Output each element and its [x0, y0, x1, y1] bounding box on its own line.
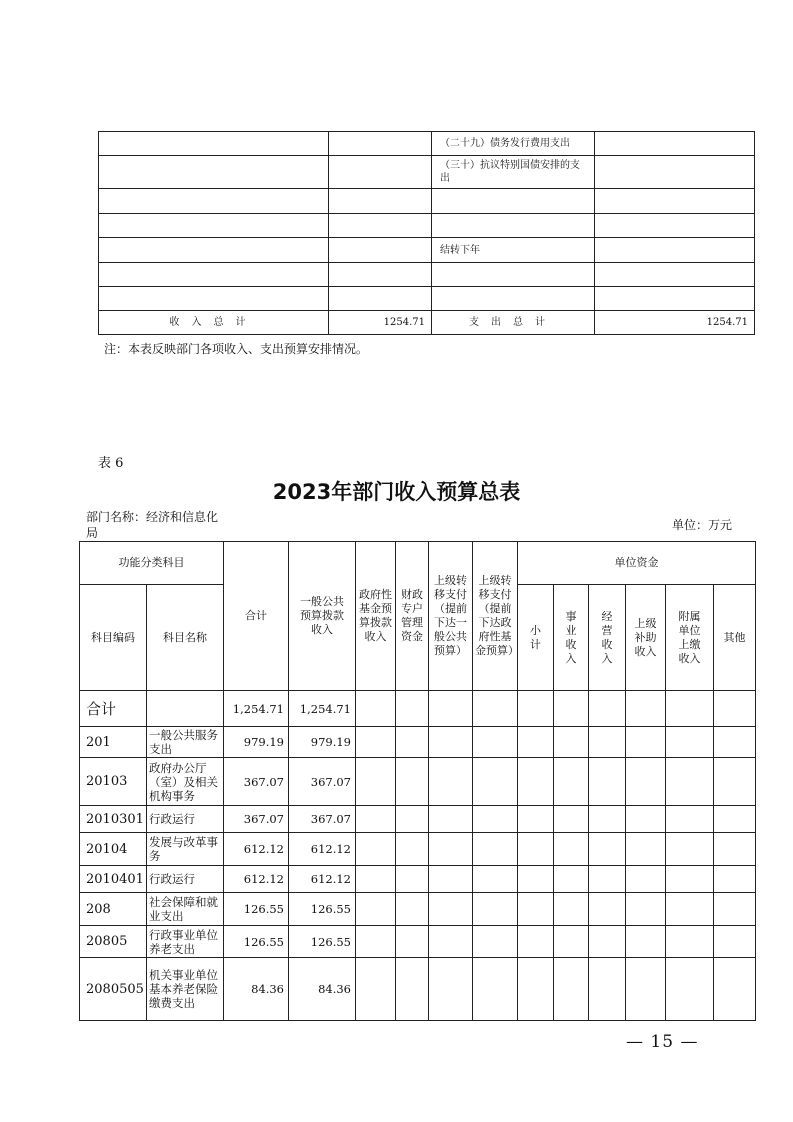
cell — [329, 214, 432, 238]
row-code: 20103 — [80, 758, 147, 806]
table-row — [99, 238, 755, 263]
cell — [329, 238, 432, 263]
cell — [99, 189, 329, 214]
cell — [329, 263, 432, 287]
item-label: （二十九）债务发行费用支出 — [432, 132, 595, 156]
row-code: 2080505 — [80, 958, 147, 1021]
row-code: 合计 — [80, 691, 147, 727]
cell — [99, 156, 329, 189]
row-general-budget: 612.12 — [289, 833, 356, 866]
cell — [99, 287, 329, 311]
header-special-account: 财政专户管理资金 — [396, 542, 429, 691]
row-code: 20104 — [80, 833, 147, 866]
row-general-budget: 612.12 — [289, 866, 356, 893]
row-total: 126.55 — [224, 926, 289, 958]
row-name: 政府办公厅（室）及相关机构事务 — [147, 758, 224, 806]
table-row — [80, 866, 756, 893]
row-code: 2010301 — [80, 806, 147, 833]
row-general-budget: 126.55 — [289, 893, 356, 926]
row-name: 行政事业单位养老支出 — [147, 926, 224, 958]
table-row — [99, 156, 755, 189]
income-total-value: 1254.71 — [329, 311, 432, 335]
cell — [432, 287, 595, 311]
row-name: 行政运行 — [147, 866, 224, 893]
cell — [99, 132, 329, 156]
row-name: 发展与改革事务 — [147, 833, 224, 866]
header-transfer-fund: 上级转移支付（提前下达政府性基金预算） — [473, 542, 518, 691]
table-note: 注：本表反映部门各项收入、支出预算安排情况。 — [104, 342, 369, 356]
item-label: （三十）抗议特别国债安排的支出 — [432, 156, 595, 189]
table-row — [99, 189, 755, 214]
cell — [595, 214, 755, 238]
header-other: 其他 — [714, 585, 756, 691]
row-general-budget: 84.36 — [289, 958, 356, 1021]
table-row — [99, 132, 755, 156]
item-label: 结转下年 — [432, 238, 595, 263]
header-subsidy-income: 上级补助收入 — [626, 585, 666, 691]
row-total: 126.55 — [224, 893, 289, 926]
header-row — [80, 542, 756, 585]
header-total: 合计 — [224, 542, 289, 691]
row-code: 201 — [80, 727, 147, 758]
page-number: — 15 — — [626, 1032, 699, 1052]
cell — [329, 189, 432, 214]
header-transfer-general: 上级转移支付（提前下达一般公共预算） — [429, 542, 473, 691]
row-name: 行政运行 — [147, 806, 224, 833]
expense-total-value: 1254.71 — [595, 311, 755, 335]
table-row — [99, 263, 755, 287]
continuation-table — [98, 131, 755, 335]
row-total: 612.12 — [224, 866, 289, 893]
cell — [329, 132, 432, 156]
row-code: 20805 — [80, 926, 147, 958]
table-row — [99, 214, 755, 238]
table-row — [80, 691, 756, 727]
row-total: 84.36 — [224, 958, 289, 1021]
expense-total-label: 支出总计 — [432, 311, 595, 335]
cell — [595, 287, 755, 311]
table-row — [80, 893, 756, 926]
header-business-income: 事业收入 — [554, 585, 589, 691]
header-subtotal: 小计 — [518, 585, 554, 691]
row-total: 979.19 — [224, 727, 289, 758]
cell — [432, 263, 595, 287]
unit-label: 单位：万元 — [672, 518, 733, 532]
cell — [99, 214, 329, 238]
row-total: 1,254.71 — [224, 691, 289, 727]
header-gov-fund: 政府性基金预算拨款收入 — [356, 542, 396, 691]
cell — [595, 263, 755, 287]
department-name: 部门名称：经济和信息化局 — [86, 510, 219, 540]
page-title: 2023年部门收入预算总表 — [272, 480, 521, 504]
header-name: 科目名称 — [147, 585, 224, 691]
row-total: 367.07 — [224, 758, 289, 806]
cell — [595, 238, 755, 263]
income-total-label: 收入总计 — [99, 311, 329, 335]
row-general-budget: 367.07 — [289, 806, 356, 833]
row-total: 612.12 — [224, 833, 289, 866]
row-general-budget: 367.07 — [289, 758, 356, 806]
row-general-budget: 1,254.71 — [289, 691, 356, 727]
cell — [329, 156, 432, 189]
row-total: 367.07 — [224, 806, 289, 833]
total-row — [99, 311, 755, 335]
table-row — [80, 758, 756, 806]
header-general-budget: 一般公共预算拨款收入 — [289, 542, 356, 691]
row-name: 一般公共服务支出 — [147, 727, 224, 758]
cell — [99, 263, 329, 287]
cell — [595, 189, 755, 214]
row-name: 机关事业单位基本养老保险缴费支出 — [147, 958, 224, 1021]
header-operating-income: 经营收入 — [589, 585, 626, 691]
table-row — [80, 833, 756, 866]
cell — [432, 189, 595, 214]
header-unit-funds: 单位资金 — [518, 542, 756, 585]
row-name — [147, 691, 224, 727]
cell — [595, 156, 755, 189]
cell — [595, 132, 755, 156]
header-func-class: 功能分类科目 — [80, 542, 224, 585]
table-row — [80, 806, 756, 833]
header-affiliate-income: 附属单位上缴收入 — [666, 585, 714, 691]
income-budget-table — [79, 541, 756, 1021]
cell — [329, 287, 432, 311]
table-row — [99, 287, 755, 311]
row-name: 社会保障和就业支出 — [147, 893, 224, 926]
table-row — [80, 727, 756, 758]
header-code: 科目编码 — [80, 585, 147, 691]
table-number: 表 6 — [98, 456, 124, 471]
row-general-budget: 979.19 — [289, 727, 356, 758]
cell — [432, 214, 595, 238]
row-general-budget: 126.55 — [289, 926, 356, 958]
table-row — [80, 926, 756, 958]
table-row — [80, 958, 756, 1021]
cell — [99, 238, 329, 263]
row-code: 2010401 — [80, 866, 147, 893]
row-code: 208 — [80, 893, 147, 926]
